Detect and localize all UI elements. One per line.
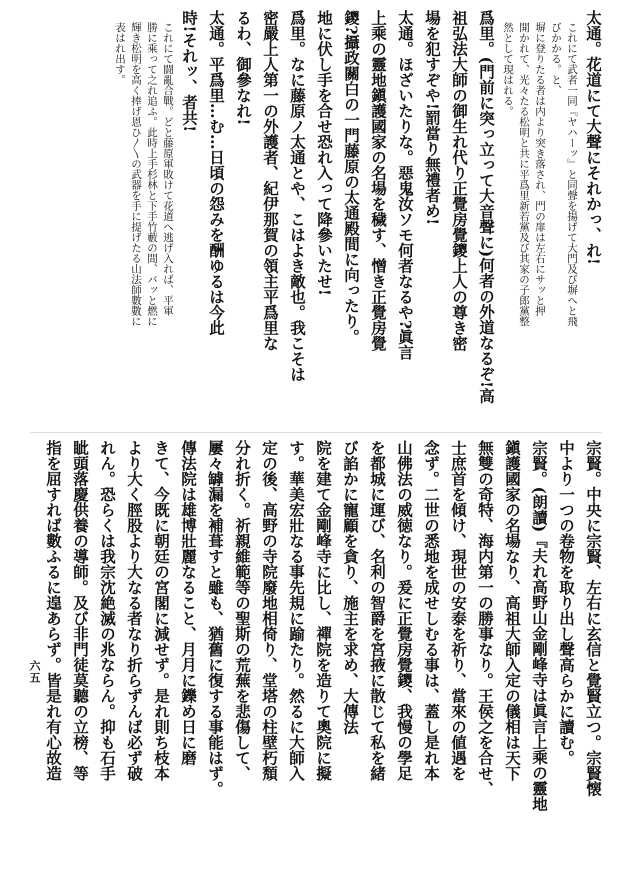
dialogue-line: れん。恐らくは我宗沈絶滅の兆ならん。抑も石手 xyxy=(98,440,117,781)
stage-direction-line: 塀に登りたる者は内より突き落され、門の扉は左右にサッと押 xyxy=(534,22,546,316)
dialogue-line: 定の後、高野の寺院廢地相倚り、堂塔の柱壁朽頽 xyxy=(260,440,279,781)
dialogue-line: 地に伏し手を合せ恐れ入って降參いたせ! xyxy=(315,10,334,296)
dialogue-line: 太通。平爲里…む…日頃の怨みを酬ゆるは今此 xyxy=(207,10,226,336)
upper-text-block xyxy=(112,10,607,430)
dialogue-line: るわ、御參なれ! xyxy=(234,10,253,126)
dialogue-line: す。華美宏壯なる事先規に踰たり。然るに大師入 xyxy=(287,440,306,781)
dialogue-line: 山佛法の威徳なり。爰に正覺房覺鑁、我慢の學足 xyxy=(395,440,414,781)
lower-text-block xyxy=(40,440,607,860)
dialogue-line: 分れ折く。祈親維範等の聖斯の荒蕪を悲傷して、 xyxy=(233,440,252,781)
page-number: 六五 xyxy=(28,660,41,684)
dialogue-line: 爲里。なに藤原ノ太通とや、こはよき敵也。我こそは xyxy=(288,10,307,382)
stage-direction-line: 勝に乘って之れ追ふ。此時上手杉林と下手竹藪の間、バッと燃に xyxy=(146,22,158,327)
dialogue-line: より大く脛股より大なる者なり折らずんば必ず破 xyxy=(125,440,144,781)
dialogue-line: 宗賢。(朗讀)『夫れ高野山金剛峰寺は眞言上乘の靈地 xyxy=(530,440,549,812)
dialogue-line: 時!それッ、者共! xyxy=(180,10,199,133)
dialogue-line: 太通。花道にて大聲にそれかっ、れ! xyxy=(584,10,603,265)
stage-direction-line: 表はれ出す。 xyxy=(114,22,126,85)
dialogue-line: を都城に運び、名利の智爵を宮掖に散じて私を緒 xyxy=(368,440,387,781)
dialogue-line: 上乘の靈地鎭護國家の名場を穢す、憎き正覺房覺 xyxy=(369,10,388,351)
dialogue-line: 無雙の奇特、海内第一の勝事なり。王侯之を合せ、 xyxy=(476,440,495,797)
dialogue-line: 場を犯すぞや!罰當り無禮者め! xyxy=(423,10,442,226)
dialogue-line: 眦頭落慶供養の導師。及び非門徒莫聽の立榜、等 xyxy=(71,440,90,781)
dialogue-line: 傳法院は雄博壯麗なること、月月に鑠め日に磨 xyxy=(179,440,198,766)
dialogue-line: 中より一つの卷物を取り出し聲高らかに讀む。 xyxy=(557,440,576,766)
dialogue-line: 鑁?攝政關白の一門藤原の太通殿間に向ったり。 xyxy=(342,10,361,345)
dialogue-line: きて、今既に朝廷の宮閣に減せず。是れ則ち枝本 xyxy=(152,440,171,781)
stage-direction-line: これにて武者一同『ヤハーッ』と同聲を揚げて大門及び塀へと飛 xyxy=(566,22,578,327)
dialogue-line: 宗賢。中央に宗賢、左右に玄信と覺賢立つ。宗賢懐 xyxy=(584,440,603,797)
dialogue-line: 密嚴上人第一の外護者、紀伊那賀の領主平爲里な xyxy=(261,10,280,351)
dialogue-line: 指を屈すれば數ふるに遑あらず。皆是れ有心故造 xyxy=(44,440,63,781)
dialogue-line: 士庶首を傾け、現世の安泰を祈り、當來の値遇を xyxy=(449,440,468,781)
dialogue-line: 院を建て金剛峰寺に比し、禪院を造りて奧院に擬 xyxy=(314,440,333,781)
stage-direction-line: 輝き松明を高く捧げ恩ひ〳〵の武器を手に提げたる山法師數數に xyxy=(130,22,142,327)
stage-direction-line: これにて闘亂合戰。どと藤原軍敗けて花道へ逃げ入れば、平軍 xyxy=(162,22,174,316)
dialogue-line: 屢々罅漏を補葺すと雖も、猶舊に復する事能はず。 xyxy=(206,440,225,797)
dialogue-line: 鎭護國家の名場なり、高祖大師入定の儀相は天下 xyxy=(503,440,522,781)
dialogue-line: 祖弘法大師の御生れ代り正覺房覺鑁上人の尊き密 xyxy=(450,10,469,351)
dialogue-line: び諂かに寵顧を貪り、施主を求め、大傳法 xyxy=(341,440,360,735)
dialogue-line: 太通。ほざいたりな。惡鬼汝ソモ何者なるや?眞言 xyxy=(396,10,415,361)
stage-direction-line: びかかる。と、 xyxy=(550,22,562,96)
dialogue-line: 念ず。二世の悉地を成せしむる事は、蓋し是れ本 xyxy=(422,440,441,781)
dialogue-line: 爲里。(門前に突っ立って大音聲に)何者の外道なるぞ!高 xyxy=(477,10,496,404)
stage-direction-line: 然として現はれる。 xyxy=(502,22,514,117)
section-divider xyxy=(30,432,602,433)
stage-direction-line: 開かれて、光々たる松明と共に平爲里新若黨及び其家の子郎黨整 xyxy=(518,22,530,327)
